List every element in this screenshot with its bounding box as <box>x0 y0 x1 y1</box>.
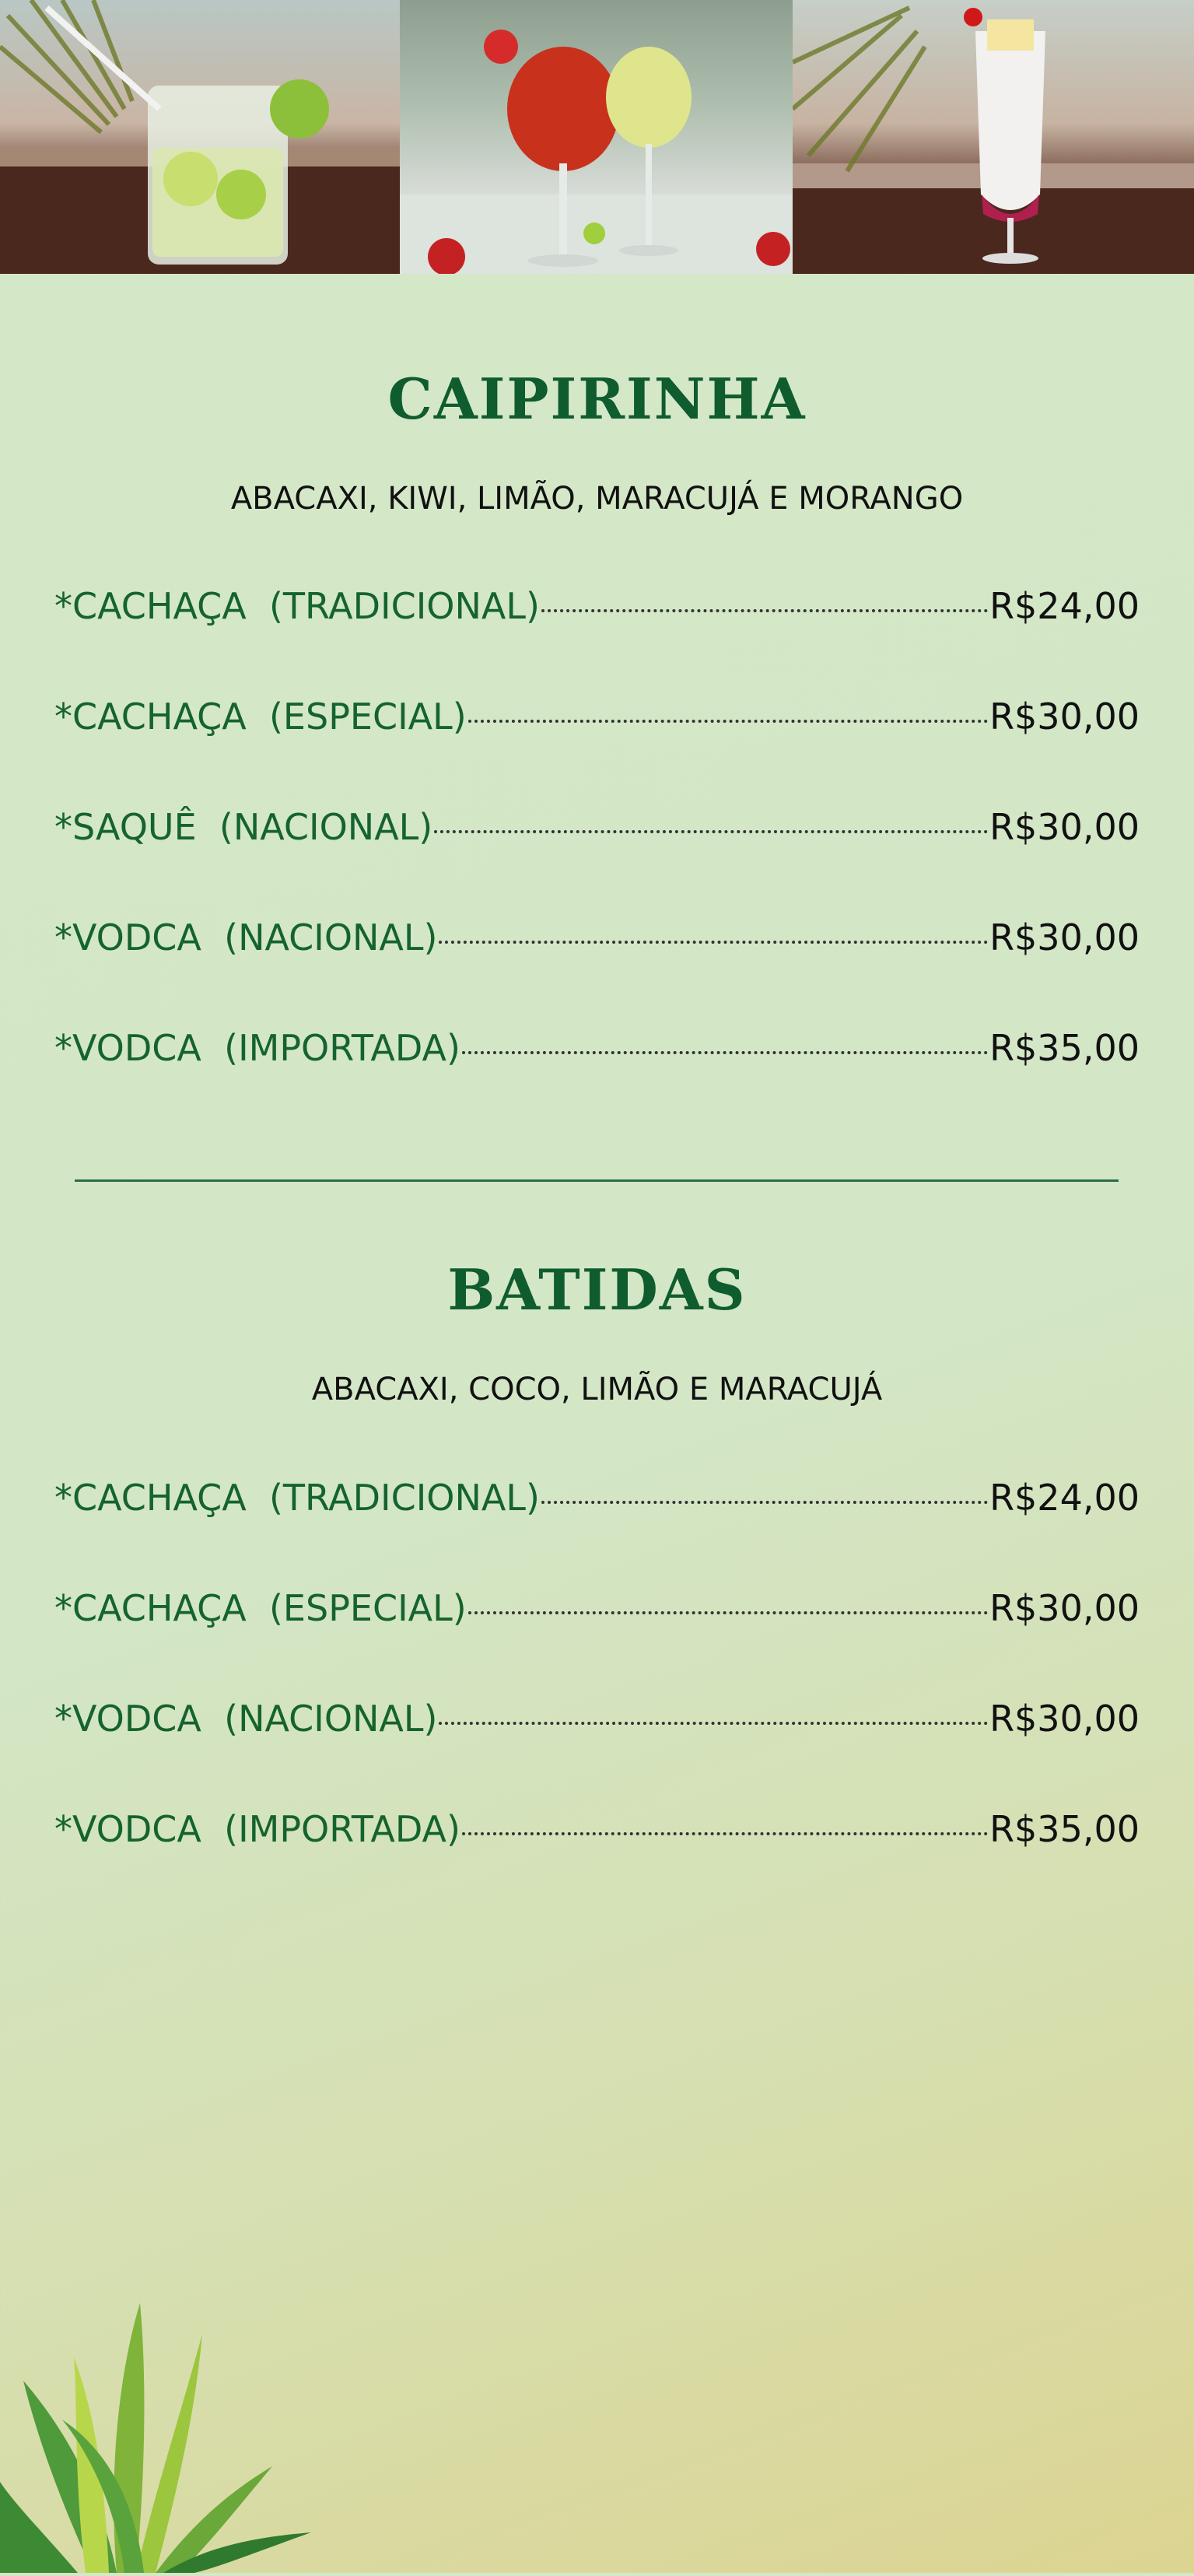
batidas-flavors: ABACAXI, COCO, LIMÃO E MARACUJÁ <box>311 1372 883 1407</box>
menu-item-row <box>54 806 1140 853</box>
caipirinha-glass-photo <box>0 0 400 274</box>
menu-item-row <box>54 1027 1140 1074</box>
menu-item-name: *CACHAÇA (TRADICIONAL) <box>54 585 540 627</box>
menu-item-name: *VODCA (IMPORTADA) <box>54 1808 460 1850</box>
menu-item-name: *VODCA (NACIONAL) <box>54 1698 438 1740</box>
menu-item-price: R$30,00 <box>989 1698 1140 1740</box>
caipirinha-flavors: ABACAXI, KIWI, LIMÃO, MARACUJÁ E MORANGO <box>230 481 964 517</box>
menu-item-name: *SAQUÊ (NACIONAL) <box>54 806 433 848</box>
batidas-title: BATIDAS <box>447 1256 747 1323</box>
dot-leader <box>468 1611 988 1614</box>
dot-leader <box>541 609 988 612</box>
menu-item-price: R$35,00 <box>989 1027 1140 1069</box>
section-divider <box>75 1179 1119 1182</box>
menu-item-row <box>54 585 1140 632</box>
menu-item-price: R$35,00 <box>989 1808 1140 1850</box>
photo-banner <box>0 0 1194 274</box>
dot-leader <box>439 1722 988 1725</box>
menu-item-name: *VODCA (NACIONAL) <box>54 916 438 959</box>
menu-item-name: *CACHAÇA (TRADICIONAL) <box>54 1477 540 1519</box>
menu-item-name: *CACHAÇA (ESPECIAL) <box>54 696 467 738</box>
menu-item-name: *CACHAÇA (ESPECIAL) <box>54 1587 467 1629</box>
menu-item-price: R$24,00 <box>989 585 1140 627</box>
dot-leader <box>468 720 988 723</box>
menu-item-row <box>54 696 1140 742</box>
menu-item-row <box>54 1477 1140 1523</box>
dot-leader <box>439 941 988 944</box>
dot-leader <box>541 1501 988 1504</box>
wine-glasses-photo <box>400 0 793 274</box>
menu-item-price: R$30,00 <box>989 916 1140 959</box>
dot-leader <box>434 830 988 833</box>
menu-item-row <box>54 916 1140 963</box>
coconut-batida-photo <box>793 0 1194 274</box>
menu-item-row <box>54 1698 1140 1744</box>
menu-item-price: R$30,00 <box>989 1587 1140 1629</box>
menu-item-price: R$24,00 <box>989 1477 1140 1519</box>
menu-item-price: R$30,00 <box>989 806 1140 848</box>
dot-leader <box>462 1051 988 1054</box>
menu-item-row <box>54 1587 1140 1634</box>
dot-leader <box>462 1832 988 1835</box>
agave-plant-icon <box>0 2287 327 2576</box>
caipirinha-title: CAIPIRINHA <box>387 366 807 432</box>
menu-item-price: R$30,00 <box>989 696 1140 738</box>
menu-item-row <box>54 1808 1140 1855</box>
menu-item-name: *VODCA (IMPORTADA) <box>54 1027 460 1069</box>
